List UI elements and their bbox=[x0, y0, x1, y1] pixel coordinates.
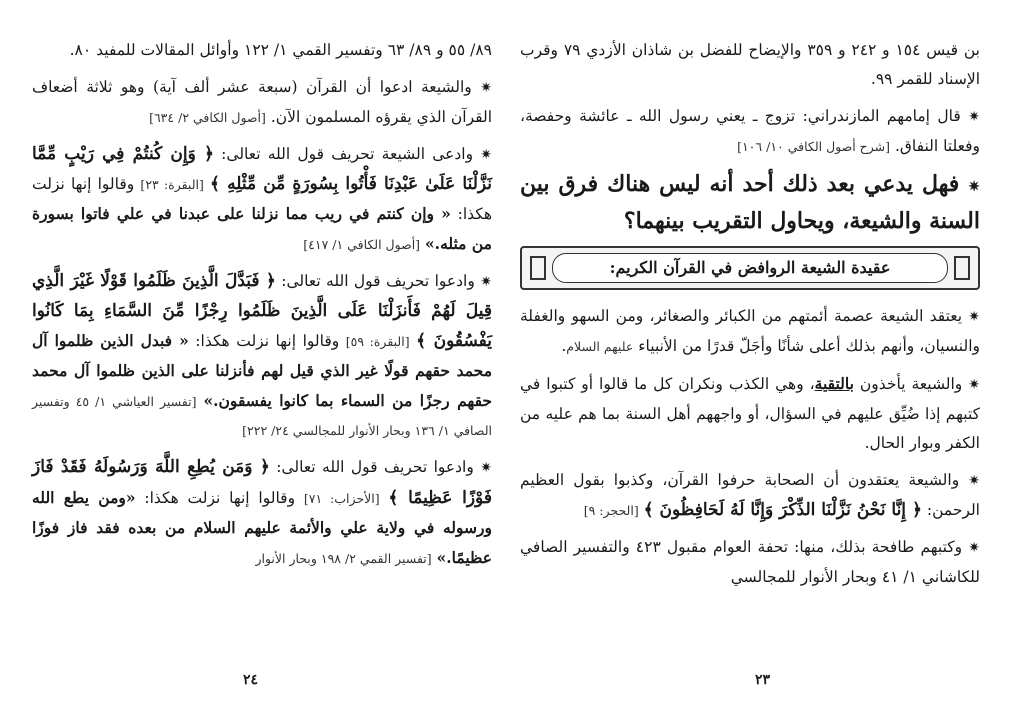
source-citation: [تفسير العياشي ١/ ٤٥ وتفسير الصافي ١/ ١٣٦ وبحار الأنوار للمجالسي ٢٤/ ٢٢٢] bbox=[32, 394, 492, 438]
paragraph: ✷ يعتقد الشيعة عصمة أئمتهم من الكبائر والصغائر، ومن السهو والغفلة والنسيان، وأنهم بذلك أعلى شأنًا وأجَلّ قدرًا من الأنبياء عليهم السلام. bbox=[520, 307, 980, 355]
star-icon: ✷ bbox=[480, 460, 492, 476]
question-heading bbox=[520, 167, 980, 238]
paragraph bbox=[520, 466, 980, 525]
left-page bbox=[32, 36, 492, 575]
quran-verse: ﴿ إِنَّا نَحْنُ نَزَّلْنَا الذِّكْرَ وَإِنَّا لَهُ لَحَافِظُونَ ﴾ bbox=[643, 500, 922, 520]
banner-ornament-icon bbox=[530, 256, 546, 280]
emphasis-term: بالتقية bbox=[814, 374, 854, 393]
paragraph bbox=[520, 533, 980, 592]
paragraph bbox=[32, 453, 492, 573]
altered-verse: «ومن يطع الله ورسوله في ولاية علي والأئمة عليهم السلام من بعده فقد فاز فوزًا عظيمًا.» bbox=[32, 488, 492, 567]
star-icon: ✷ bbox=[480, 80, 492, 96]
source-citation: [أصول الكافي ١/ ٤١٧] bbox=[303, 237, 421, 252]
quran-verse: ﴿ وَإِن كُنتُمْ فِي رَيْبٍ مِّمَّا نَزَّلْنَا عَلَىٰ عَبْدِنَا فَأْتُوا بِسُورَةٍ مِّن مِّثْلِهِ ﴾ bbox=[32, 144, 492, 194]
paragraph: بن قيس ١٥٤ و ٢٤٢ و ٣٥٩ والإيضاح للفضل بن شاذان الأزدي ٧٩ وقرب الإسناد للقمر ٩٩. bbox=[520, 41, 981, 88]
paragraph-text: ، وهي الكذب ونكران كل ما قالوا أو كتبوا في كتبهم إذا ضُيِّق عليهم في السؤال، أو واجههم أهل السنة بما هم عليه من الكفر وبوار الحال. bbox=[520, 375, 980, 452]
paragraph-text: والشيعة ادعوا أن القرآن (سبعة عشر ألف آية) وهو ثلاثة أضعاف القرآن الذي يقرؤه المسلمون الآن. bbox=[32, 78, 492, 126]
paragraph bbox=[32, 267, 492, 445]
paragraph-text: وادعوا تحريف قول الله تعالى: bbox=[276, 458, 474, 476]
source-citation: [شرح أصول الكافي ١٠/ ١٠٦] bbox=[737, 139, 890, 154]
paragraph-text: وقالوا إنها نزلت هكذا: bbox=[144, 489, 296, 507]
altered-verse: « وإن كنتم في ريب مما نزلنا على عبدنا في علي فاتوا بسورة من مثله.» bbox=[32, 204, 492, 253]
star-icon: ✷ bbox=[968, 377, 980, 393]
paragraph-text: وقالوا إنها نزلت هكذا: bbox=[32, 175, 492, 223]
star-icon: ✷ bbox=[480, 147, 492, 163]
paragraph-text: يعتقد الشيعة عصمة أئمتهم من الكبائر والصغائر، ومن السهو والغفلة والنسيان، وأنهم بذلك أعلى شأنًا وأجَلّ قدرًا من الأنبياء bbox=[520, 307, 980, 355]
altered-verse: « فبدل الذين ظلموا آل محمد حقهم قولًا غير الذي قيل لهم فأنزلنا على الذين ظلموا آل محمد حقهم رجزًا من السماء بما كانوا يفسقون.» bbox=[32, 331, 492, 410]
verse-reference: [البقرة: ٥٩] bbox=[345, 334, 410, 349]
question-text: فهل يدعي بعد ذلك أحد أنه ليس هناك فرق بين السنة والشيعة، ويحاول التقريب بينهما؟ bbox=[520, 171, 980, 234]
paragraph: ٨٩/ ٥٥ و ٨٩/ ٦٣ وتفسير القمي ١/ ١٢٢ وأوائل المقالات للمفيد ٨٠. bbox=[69, 41, 492, 59]
honorific: عليهم السلام bbox=[566, 339, 634, 354]
source-citation: [تفسير القمي ٢/ ١٩٨ وبحار الأنوار bbox=[255, 551, 432, 566]
paragraph-text: قال إمامهم المازندراني: تزوج ـ يعني رسول الله ـ عائشة وحفصة، وفعلتا النفاق. bbox=[520, 107, 980, 155]
paragraph-text: وادعى الشيعة تحريف قول الله تعالى: bbox=[221, 145, 474, 163]
source-citation: [أصول الكافي ٢/ ٦٣٤] bbox=[149, 110, 266, 125]
verse-reference: [البقرة: ٢٣] bbox=[140, 177, 204, 192]
right-page bbox=[520, 36, 980, 594]
star-icon: ✷ bbox=[968, 179, 980, 195]
page-number: ٢٣ bbox=[755, 672, 771, 688]
section-banner bbox=[520, 246, 980, 290]
quran-verse: ﴿ وَمَن يُطِعِ اللَّهَ وَرَسُولَهُ فَقَدْ فَازَ فَوْزًا عَظِيمًا ﴾ bbox=[32, 457, 492, 508]
section-title: عقيدة الشيعة الروافض في القرآن الكريم: bbox=[552, 253, 948, 283]
paragraph bbox=[32, 140, 492, 259]
star-icon: ✷ bbox=[968, 309, 980, 325]
star-icon: ✷ bbox=[968, 540, 980, 556]
paragraph-text: وقالوا إنها نزلت هكذا: bbox=[195, 332, 340, 350]
verse-reference: [الحجر: ٩] bbox=[583, 503, 639, 518]
quran-verse: ﴿ فَبَدَّلَ الَّذِينَ ظَلَمُوا قَوْلًا غَيْرَ الَّذِي قِيلَ لَهُمْ فَأَنزَلْنَا عَلَى الَّذِينَ ظَلَمُوا رِجْزًا مِّنَ السَّمَاءِ بِمَا كَانُوا يَفْسُقُونَ ﴾ bbox=[32, 271, 492, 351]
star-icon: ✷ bbox=[968, 109, 980, 125]
paragraph-text: وكتبهم طافحة بذلك، منها: تحفة العوام مقبول ٤٢٣ والتفسير الصافي للكاشاني ١/ ٤١ وبحار الأنوار للمجالسي bbox=[520, 538, 980, 586]
paragraph bbox=[32, 73, 492, 132]
paragraph bbox=[520, 102, 980, 161]
page-number: ٢٤ bbox=[243, 672, 259, 688]
star-icon: ✷ bbox=[968, 473, 980, 489]
star-icon: ✷ bbox=[480, 274, 492, 290]
paragraph-text: وادعوا تحريف قول الله تعالى: bbox=[281, 272, 475, 290]
verse-reference: [الأحزاب: ٧١] bbox=[303, 491, 380, 506]
paragraph bbox=[520, 369, 980, 458]
paragraph-text: والشيعة يعتقدون أن الصحابة حرفوا القرآن، وكذبوا بقول العظيم الرحمن: bbox=[520, 471, 980, 519]
banner-ornament-icon bbox=[954, 256, 970, 280]
paragraph-text: والشيعة يأخذون bbox=[859, 375, 963, 393]
